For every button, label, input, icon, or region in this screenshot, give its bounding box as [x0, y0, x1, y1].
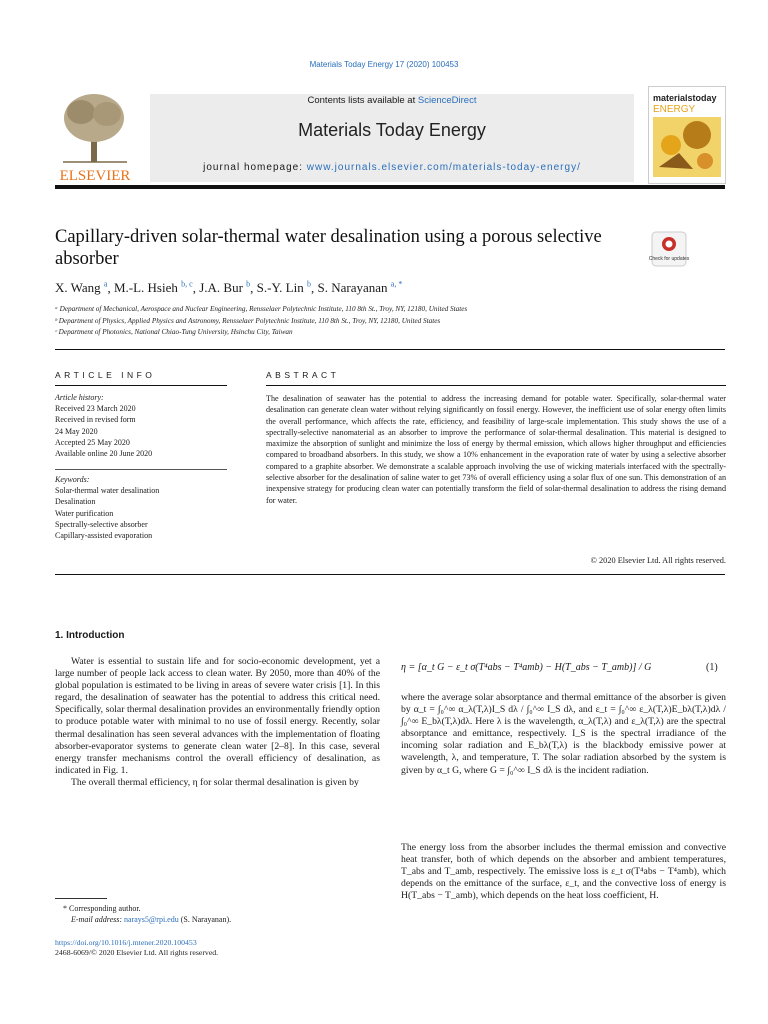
abstract-copyright: © 2020 Elsevier Ltd. All rights reserved.	[590, 556, 726, 565]
email-label: E-mail address:	[71, 915, 125, 924]
keyword: Water purification	[55, 508, 114, 518]
equation-1: η = [α_t G − ε_t σ(T⁴abs − T⁴amb) − H(T_abs − T_amb)] / G	[401, 662, 652, 673]
contents-line	[150, 95, 634, 106]
keyword: Capillary-assisted evaporation	[55, 531, 153, 541]
footnote-rule	[55, 898, 107, 899]
check-for-updates-button[interactable]	[648, 231, 690, 267]
history-line: Accepted 25 May 2020	[55, 437, 130, 447]
elsevier-logo	[53, 88, 137, 184]
history-line: 24 May 2020	[55, 426, 98, 436]
corresponding-author: * Corresponding author.	[63, 904, 141, 913]
affiliation-c: ᶜ Department of Photonics, National Chiao-Tung University, Hsinchu City, Taiwan	[55, 328, 293, 336]
keywords-label: Keywords:	[55, 475, 90, 484]
author[interactable]: J.A. Bur $^b$	[199, 280, 251, 296]
divider	[55, 385, 227, 386]
author[interactable]: S.-Y. Lin $^b$	[256, 280, 311, 296]
journal-cover	[648, 86, 726, 184]
section-heading: 1. Introduction	[55, 630, 125, 641]
article-title: Capillary-driven solar-thermal water desalination using a porous selective absorber	[55, 227, 602, 269]
abstract-heading: ABSTRACT	[266, 370, 340, 380]
homepage-link[interactable]: www.journals.elsevier.com/materials-today-energy/	[306, 162, 581, 173]
affiliation-b: ᵇ Department of Physics, Applied Physics and Astronomy, Rensselaer Polytechnic Institute, 110 8th St., Troy, NY, 12180, United States	[55, 317, 441, 325]
author[interactable]: S. Narayanan $^{a, *}$	[317, 280, 403, 296]
cover-subtitle: ENERGY	[653, 104, 696, 115]
author-list: X. Wang $^a$, M.-L. Hsieh $^{b, c}$, J.A. Bur $^b$, S.-Y. Lin $^b$, S. Narayanan $^{a, *}$	[55, 280, 403, 296]
history-line: Received in revised form	[55, 415, 136, 425]
check-for-updates-icon	[648, 231, 690, 267]
affiliation-a: ᵃ Department of Mechanical, Aerospace and Nuclear Engineering, Rensselaer Polytechnic Institute, 110 8th St., Troy, NY, 12180, United States	[55, 305, 468, 313]
journal-homepage	[150, 162, 634, 173]
email-owner: (S. Narayanan).	[178, 915, 232, 924]
paragraph: The overall thermal efficiency, η for solar thermal desalination is given by	[71, 776, 359, 788]
keyword: Spectrally-selective absorber	[55, 519, 148, 529]
sciencedirect-link[interactable]: ScienceDirect	[417, 95, 477, 106]
doi-link[interactable]: https://doi.org/10.1016/j.mtener.2020.100453	[55, 938, 197, 947]
intro-right-para-1: where the average solar absorptance and thermal emittance of the absorber is given by α_t = ∫₀^∞ α_λ(T,λ)I_S dλ / ∫₀^∞ I_S dλ, and ε_t = ∫₀^∞ ε_λ(T,λ)E_bλ(T,λ)dλ / ∫₀^∞ E_bλ(T,λ)dλ. Here λ is the wavelength, α_λ(T,λ) and ε_λ(T,λ) are the spectral absorptance and emittance, respectively. I_S is the spectral irradiance of the incoming solar radiation and E_bλ(T,λ) is the blackbody emissive power at wavelength, λ, and temperature, T. The solar radiation absorbed by the system is given by α_t G, where G = ∫₀^∞ I_S dλ is the incident radiation.	[401, 692, 726, 776]
homepage-label: journal homepage:	[203, 162, 307, 173]
keyword: Solar-thermal water desalination	[55, 486, 160, 496]
footnote	[55, 903, 380, 925]
equation-number: (1)	[706, 662, 718, 673]
cover-title: materialstoday	[653, 93, 717, 103]
contents-prefix: Contents lists available at	[307, 95, 418, 106]
author[interactable]: M.-L. Hsieh $^{b, c}$	[113, 280, 193, 296]
check-for-updates-label: Check for updates	[648, 256, 690, 262]
intro-right-para-2: The energy loss from the absorber includes the thermal emission and convective heat transfer, both of which depends on the absorber and ambient temperatures, T_abs and T_amb, respectively. The emissive loss is ε_t σ(T⁴abs − T⁴amb), which depends on the emittance of the surface, ε_t, and the convective loss of energy is H(T_abs − T_amb), which depends on the heat loss coefficient, H.	[401, 842, 726, 902]
paragraph: Water is essential to sustain life and for socio-economic development, yet a large number of people lack access to clean water. By 2050, more than 40% of the global population is estimated to be living in areas of severe water crisis [1]. In this regard, the desalination of seawater has the potential to address this critical need. Specifically, solar thermal desalination provides an environmentally friendly option to produce potable water with minimal to no use of fossil energy. Recently, solar thermal desalination has seen several advances with the implementation of floating absorber-evaporator systems to generate clean water [2–8]. In this case, several energy transfer mechanisms control the overall efficiency of desalination, as indicated in Fig. 1.	[55, 656, 380, 776]
intro-left-column	[55, 656, 380, 789]
divider	[55, 574, 725, 575]
journal-reference[interactable]: Materials Today Energy 17 (2020) 100453	[309, 60, 459, 69]
keywords	[55, 474, 227, 541]
issn-copyright: 2468-6069/© 2020 Elsevier Ltd. All rights reserved.	[55, 948, 219, 957]
page-footer	[55, 938, 218, 958]
history-label: Article history:	[55, 393, 104, 402]
divider	[266, 385, 726, 386]
header-rule	[55, 185, 725, 189]
divider	[55, 469, 227, 470]
journal-title: Materials Today Energy	[298, 120, 486, 140]
divider	[55, 349, 725, 350]
article-history	[55, 392, 227, 459]
elsevier-wordmark: ELSEVIER	[59, 168, 131, 184]
history-line: Received 23 March 2020	[55, 404, 136, 414]
history-line: Available online 20 June 2020	[55, 449, 153, 459]
keyword: Desalination	[55, 497, 96, 507]
author[interactable]: X. Wang $^a$	[55, 280, 108, 296]
abstract-text: The desalination of seawater has the potential to address the increasing demand for potable water. Specifically, solar-thermal water desalination can generate clean water without relying significantly on fossil energy. However, the inefficient use of solar energy often limits the overall performance, which affects the rate, efficiency, and feasibility of large-scale implementation. This study shows the use of a spectrally-selective nanomaterial as an absorber to improve the performance of solar-thermal desalination. This material is designed to maximize the absorption of sunlight and minimize the loss of energy by thermal emission, which allows higher throughput and efficiencies compared to broadband absorbers. In this study, we show a 10% enhancement in the evaporation rate of water by using a selective absorber compared to a graphite absorber. We demonstrate a scalable approach involving the use of wicking materials interfaced with the spectrally-selective absorber for the desalination of saline water to get 73% of overall efficiency using a solar flux of one sun. This demonstration of an inexpensive strategy for producing clean water can potentially transform the field of solar-thermal desalination to address the rising demand for water.	[266, 394, 726, 505]
email-link[interactable]: narays5@rpi.edu	[124, 915, 179, 924]
article-info-heading: ARTICLE INFO	[55, 370, 156, 380]
